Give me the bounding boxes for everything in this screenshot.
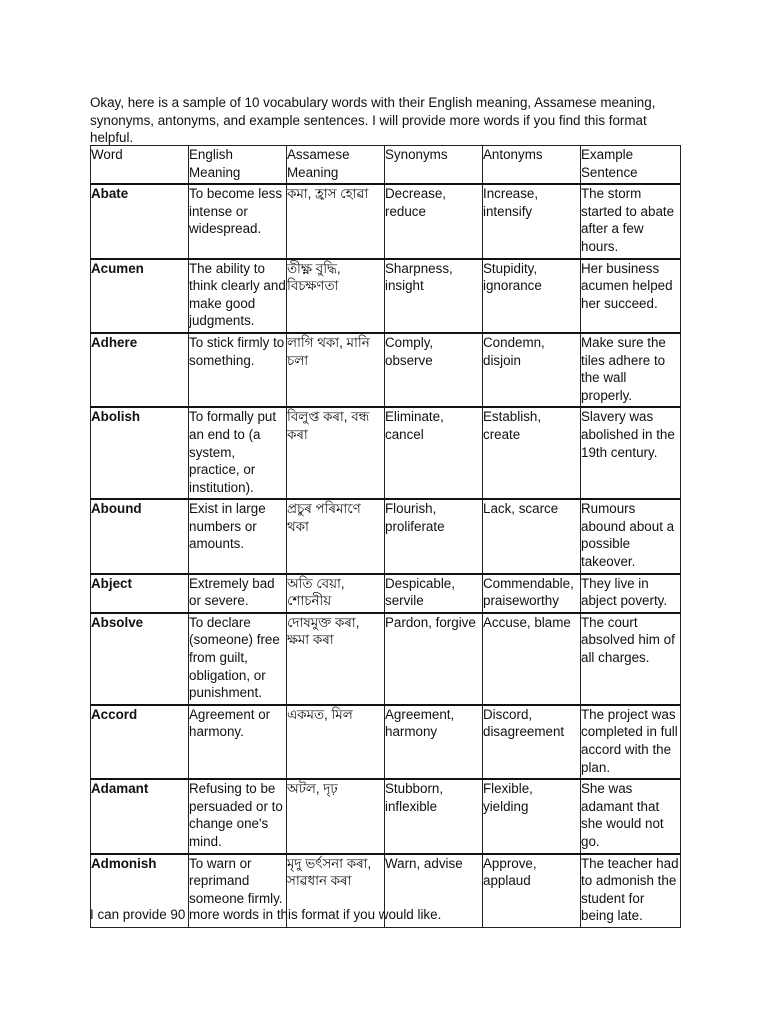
example-sentence-cell: Her business acumen helped her succeed. bbox=[581, 259, 681, 333]
table-row bbox=[91, 779, 681, 853]
assamese-meaning-cell: প্ৰচুৰ পৰিমাণে থকা bbox=[287, 499, 385, 573]
header-synonyms: Synonyms bbox=[385, 146, 483, 185]
english-meaning-cell: To formally put an end to (a system, practice, or institution). bbox=[189, 407, 287, 499]
antonyms-cell: Stupidity, ignorance bbox=[483, 259, 581, 333]
header-example-sentence: Example Sentence bbox=[581, 146, 681, 185]
table-row bbox=[91, 259, 681, 333]
table-row bbox=[91, 184, 681, 258]
word-cell: Abate bbox=[91, 184, 189, 258]
example-sentence-cell: Slavery was abolished in the 19th century. bbox=[581, 407, 681, 499]
english-meaning-cell: Exist in large numbers or amounts. bbox=[189, 499, 287, 573]
assamese-meaning-cell: লাগি থকা, মানি চলা bbox=[287, 333, 385, 407]
header-english-meaning: English Meaning bbox=[189, 146, 287, 185]
antonyms-cell: Accuse, blame bbox=[483, 613, 581, 705]
assamese-meaning-cell: কমা, হ্ৰাস হোৱা bbox=[287, 184, 385, 258]
word-cell: Absolve bbox=[91, 613, 189, 705]
english-meaning-cell: Extremely bad or severe. bbox=[189, 574, 287, 613]
english-meaning-cell: To become less intense or widespread. bbox=[189, 184, 287, 258]
antonyms-cell: Commendable, praiseworthy bbox=[483, 574, 581, 613]
word-cell: Acumen bbox=[91, 259, 189, 333]
antonyms-cell: Increase, intensify bbox=[483, 184, 581, 258]
synonyms-cell: Warn, advise bbox=[385, 854, 483, 928]
antonyms-cell: Establish, create bbox=[483, 407, 581, 499]
vocabulary-table bbox=[90, 145, 681, 928]
header-word: Word bbox=[91, 146, 189, 185]
example-sentence-cell: They live in abject poverty. bbox=[581, 574, 681, 613]
synonyms-cell: Flourish, proliferate bbox=[385, 499, 483, 573]
antonyms-cell: Approve, applaud bbox=[483, 854, 581, 928]
table-row bbox=[91, 333, 681, 407]
table-row bbox=[91, 613, 681, 705]
example-sentence-cell: Make sure the tiles adhere to the wall properly. bbox=[581, 333, 681, 407]
antonyms-cell: Discord, disagreement bbox=[483, 705, 581, 779]
synonyms-cell: Decrease, reduce bbox=[385, 184, 483, 258]
antonyms-cell: Lack, scarce bbox=[483, 499, 581, 573]
example-sentence-cell: The court absolved him of all charges. bbox=[581, 613, 681, 705]
example-sentence-cell: The project was completed in full accord with the plan. bbox=[581, 705, 681, 779]
assamese-meaning-cell: মৃদু ভৰ্ৎসনা কৰা, সাৱধান কৰা bbox=[287, 854, 385, 928]
word-cell: Admonish bbox=[91, 854, 189, 928]
table-row bbox=[91, 574, 681, 613]
english-meaning-cell: The ability to think clearly and make good judgments. bbox=[189, 259, 287, 333]
synonyms-cell: Pardon, forgive bbox=[385, 613, 483, 705]
synonyms-cell: Eliminate, cancel bbox=[385, 407, 483, 499]
english-meaning-cell: To declare (someone) free from guilt, obligation, or punishment. bbox=[189, 613, 287, 705]
header-antonyms: Antonyms bbox=[483, 146, 581, 185]
assamese-meaning-cell: দোষমুক্ত কৰা, ক্ষমা কৰা bbox=[287, 613, 385, 705]
synonyms-cell: Despicable, servile bbox=[385, 574, 483, 613]
table-header-row bbox=[91, 146, 681, 185]
assamese-meaning-cell: অতি বেয়া, শোচনীয় bbox=[287, 574, 385, 613]
synonyms-cell: Agreement, harmony bbox=[385, 705, 483, 779]
antonyms-cell: Flexible, yielding bbox=[483, 779, 581, 853]
example-sentence-cell: The teacher had to admonish the student for being late. bbox=[581, 854, 681, 928]
synonyms-cell: Comply, observe bbox=[385, 333, 483, 407]
example-sentence-cell: The storm started to abate after a few hours. bbox=[581, 184, 681, 258]
antonyms-cell: Condemn, disjoin bbox=[483, 333, 581, 407]
synonyms-cell: Stubborn, inflexible bbox=[385, 779, 483, 853]
assamese-meaning-cell: একমত, মিল bbox=[287, 705, 385, 779]
english-meaning-cell: To warn or reprimand someone firmly. bbox=[189, 854, 287, 928]
example-sentence-cell: Rumours abound about a possible takeover. bbox=[581, 499, 681, 573]
intro-text: Okay, here is a sample of 10 vocabulary words with their English meaning, Assamese meaning, synonyms, antonyms, and example sentences. I will provide more words if you find this format helpful. bbox=[90, 95, 656, 145]
english-meaning-cell: To stick firmly to something. bbox=[189, 333, 287, 407]
table-row bbox=[91, 407, 681, 499]
table-row bbox=[91, 705, 681, 779]
table-row bbox=[91, 499, 681, 573]
assamese-meaning-cell: বিলুপ্ত কৰা, বন্ধ কৰা bbox=[287, 407, 385, 499]
word-cell: Abound bbox=[91, 499, 189, 573]
word-cell: Accord bbox=[91, 705, 189, 779]
word-cell: Abject bbox=[91, 574, 189, 613]
example-sentence-cell: She was adamant that she would not go. bbox=[581, 779, 681, 853]
assamese-meaning-cell: অটল, দৃঢ় bbox=[287, 779, 385, 853]
outro-text: I can provide 90 more words in this format if you would like. bbox=[90, 907, 442, 922]
word-cell: Adhere bbox=[91, 333, 189, 407]
header-assamese-meaning: Assamese Meaning bbox=[287, 146, 385, 185]
english-meaning-cell: Refusing to be persuaded or to change one's mind. bbox=[189, 779, 287, 853]
word-cell: Adamant bbox=[91, 779, 189, 853]
synonyms-cell: Sharpness, insight bbox=[385, 259, 483, 333]
assamese-meaning-cell: তীক্ষ্ণ বুদ্ধি, বিচক্ষণতা bbox=[287, 259, 385, 333]
word-cell: Abolish bbox=[91, 407, 189, 499]
english-meaning-cell: Agreement or harmony. bbox=[189, 705, 287, 779]
